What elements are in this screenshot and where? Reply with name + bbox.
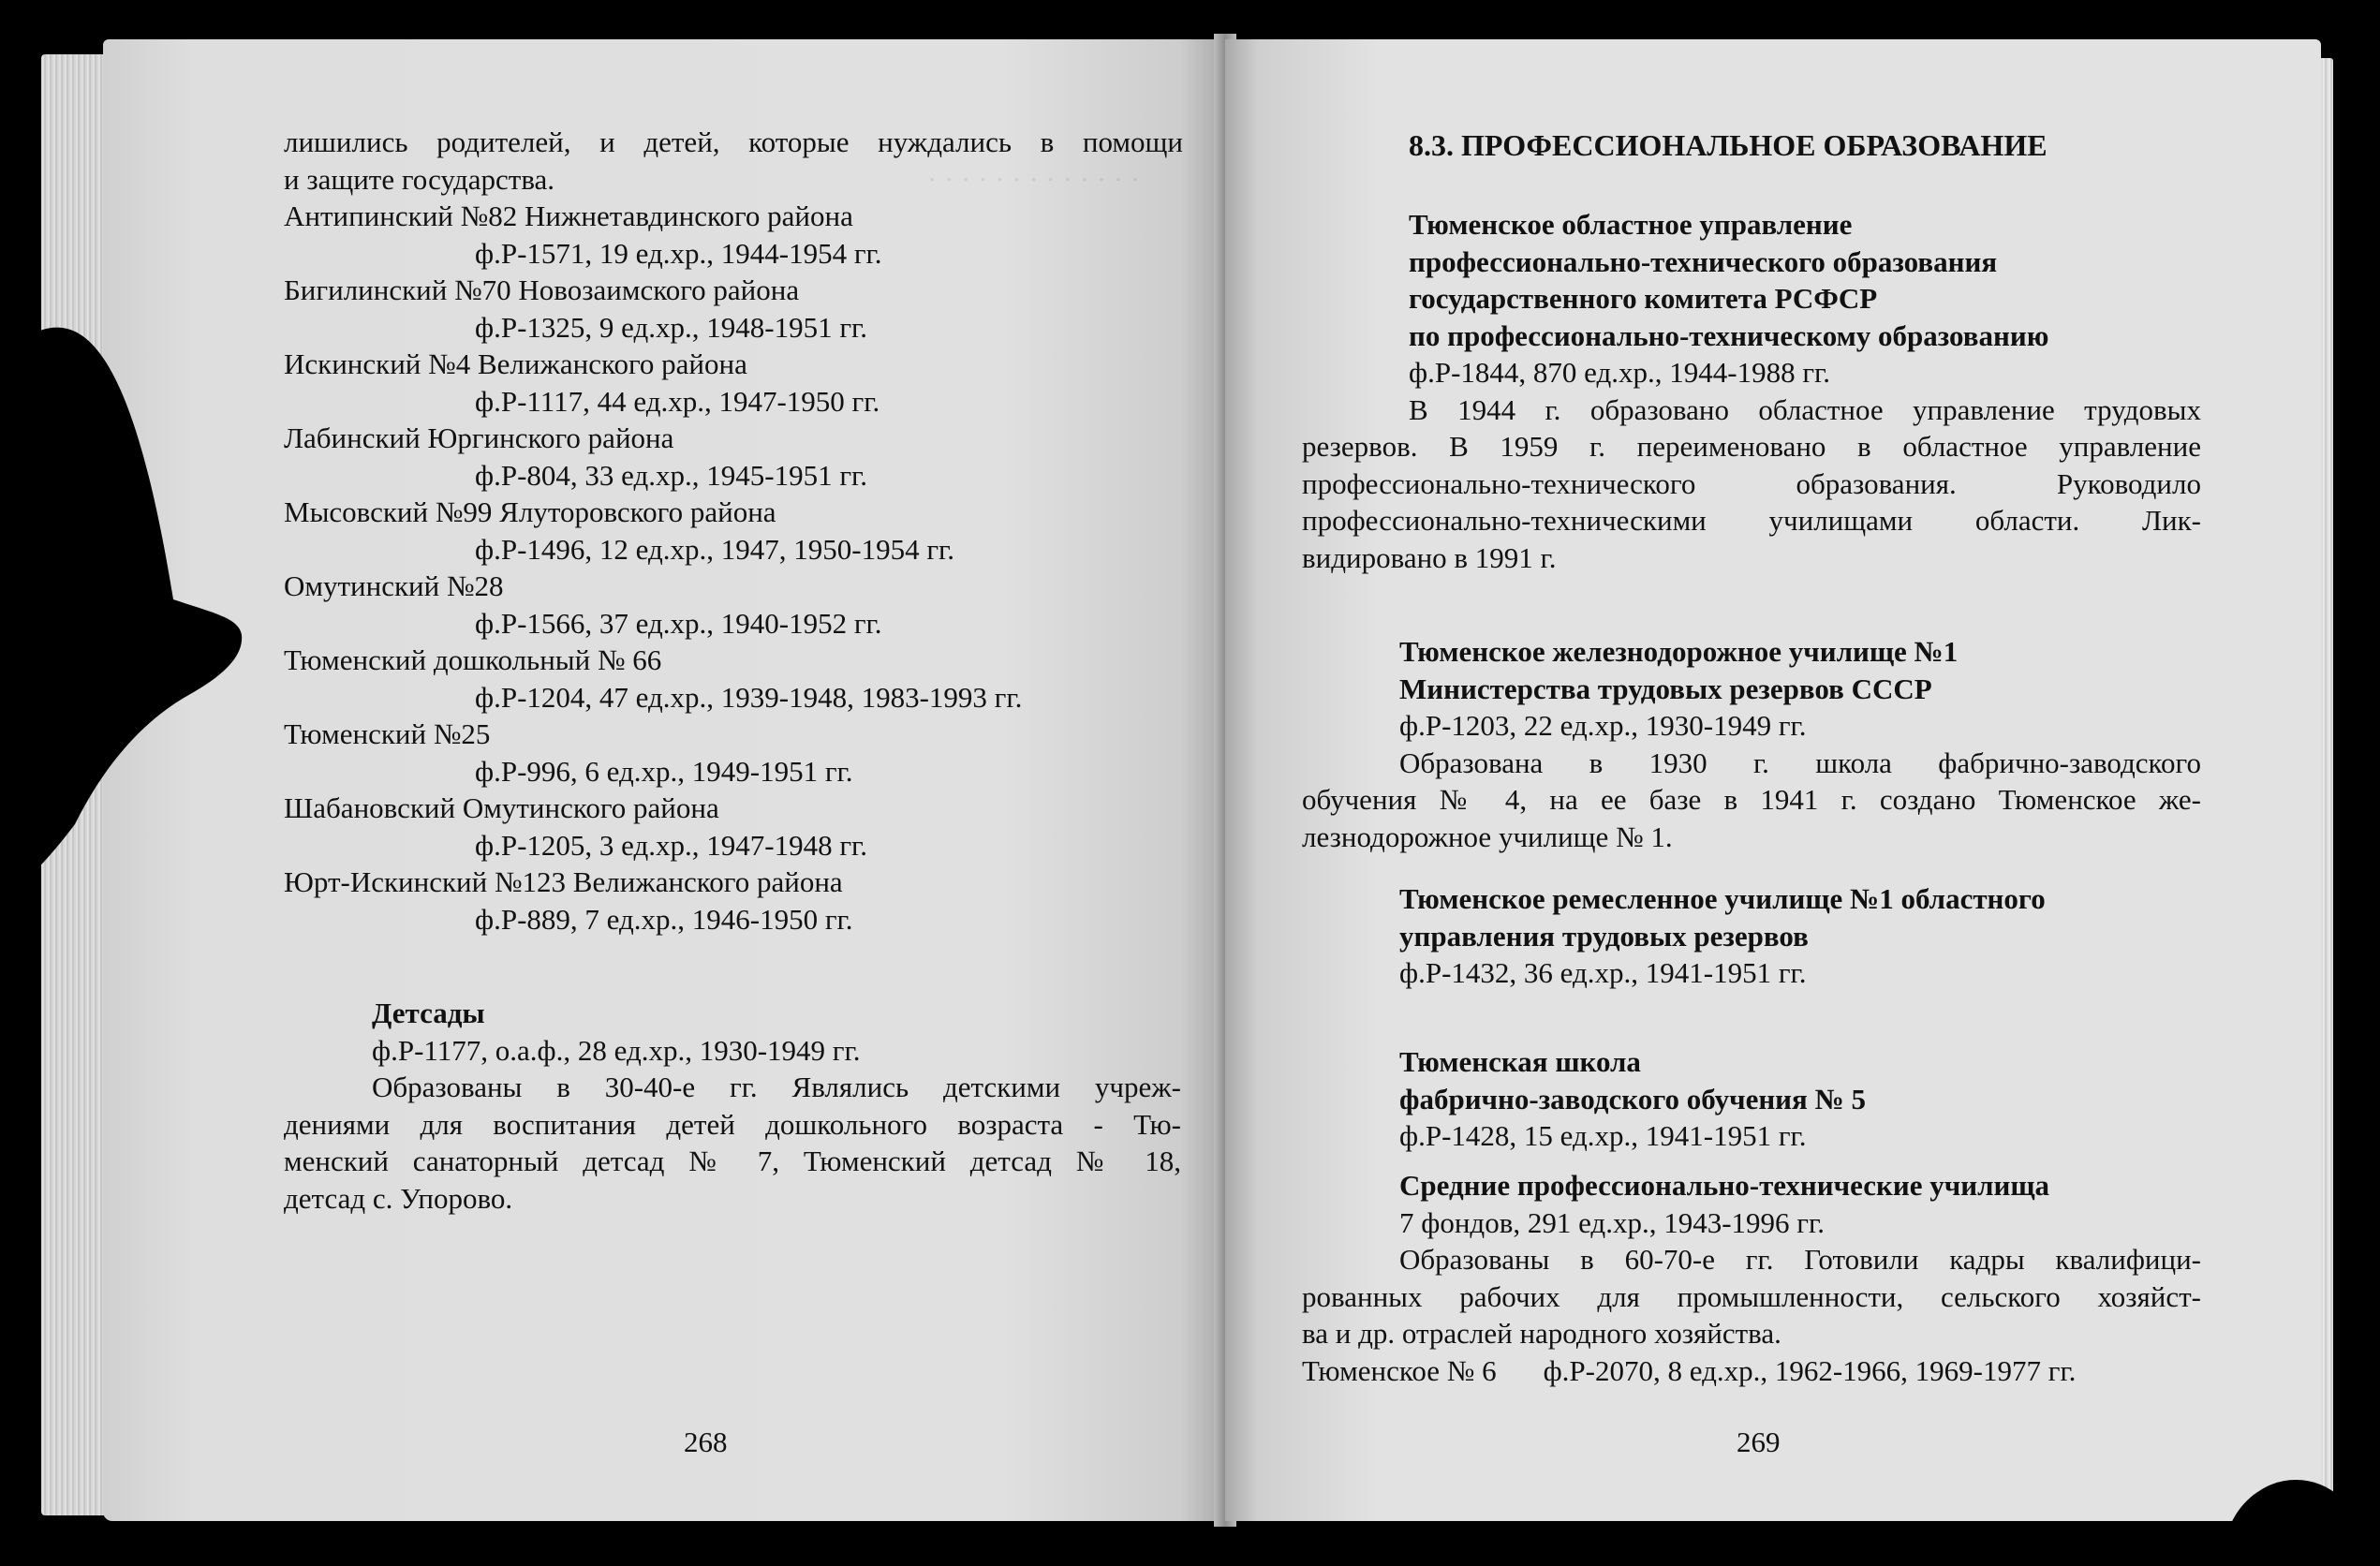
list-item-fund: ф.Р-1205, 3 ед.хр., 1947-1948 гг.	[475, 828, 868, 862]
block-title-line: по профессионально-техническому образованию	[1409, 318, 2049, 352]
list-item-fund: ф.Р-804, 33 ед.хр., 1945-1951 гг.	[475, 458, 868, 492]
block-fund: ф.Р-1203, 22 ед.хр., 1930-1949 гг.	[1399, 709, 1807, 742]
page-number: 269	[1737, 1426, 1781, 1458]
block-fund: ф.Р-1844, 870 ед.хр., 1944-1988 гг.	[1409, 356, 1831, 389]
paragraph-line: профессионально-технического образования. Руководило	[1302, 466, 2201, 500]
paragraph-line: Образованы в 60-70-е гг. Готовили кадры квалифици-	[1399, 1243, 2201, 1276]
left-thumb-silhouette	[0, 0, 281, 937]
paragraph-line: В 1944 г. образовано областное управление трудовых	[1409, 392, 2201, 426]
list-item-fund: ф.Р-1496, 12 ед.хр., 1947, 1950-1954 гг.	[475, 532, 955, 566]
block-title-line: государственного комитета РСФСР	[1409, 282, 1878, 315]
block-title-line: Тюменское областное управление	[1409, 208, 1853, 241]
paragraph-line: менский санаторный детсад № 7, Тюменский детсад № 18,	[284, 1145, 1181, 1177]
block-fund: 7 фондов, 291 ед.хр., 1943-1996 гг.	[1399, 1205, 1825, 1239]
block-zheleznodorozhnoe	[1302, 633, 2201, 855]
paragraph-line: резервов. В 1959 г. переименовано в областное управление	[1302, 430, 2201, 463]
block-title-line: профессионально-технического образования	[1409, 244, 1998, 278]
paragraph-line: профессионально-техническими училищами области. Лик-	[1302, 504, 2201, 537]
list-item-fund: ф.Р-1325, 9 ед.хр., 1948-1951 гг.	[475, 310, 868, 344]
block-title-line: управления трудовых резервов	[1399, 919, 1809, 953]
list-item-name: Тюменский дошкольный № 66	[284, 643, 662, 676]
block-shkola-fzo	[1399, 1043, 2205, 1155]
list-item-fund: ф.Р-2070, 8 ед.хр., 1962-1966, 1969-1977 гг.	[1543, 1353, 2077, 1387]
block-title-line: Тюменское ремесленное училище №1 областного	[1399, 882, 2046, 915]
list-item-fund: ф.Р-996, 6 ед.хр., 1949-1951 гг.	[475, 754, 853, 788]
list-item-name: Тюменское № 6	[1302, 1353, 1497, 1387]
left-page: · · · · · · · · · · · · · лишились родителей, и детей, которые нуждались в помощи и защите государства. Антипинский №82 Нижнетавдинского района ф.Р-1571, 19 ед.хр., 1944-1954 гг. Бигилинский №70 Новозаимского района ф.Р-1325, 9 ед.хр., 1948-1951 гг. Искинский №4 Велижанского района ф.Р-1117, 44 ед.хр., 1947-1950 гг. Лабинский Юргинского района ф.Р-804, 33 ед.хр., 1945-1951 гг. Мысовский №99 Ялуторовского района ф.Р-1496, 12 ед.хр., 1947, 1950-1954 гг. Омутинский №28 ф.Р-1566, 37 ед.хр., 1940-1952 гг. Тюменский дошкольный № 66 ф.Р-1204, 47 ед.хр., 1939-1948, 1983-1993 гг. Тюменский №25 ф.Р-996, 6 ед.хр., 1949-1951 гг. Шабановский Омутинского района ф.Р-1205, 3 ед.хр., 1947-1948 гг. Юрт-Искинский №123 Велижанского района ф.Р-889, 7 ед.хр., 1946-1950 гг. Детсады ф.Р-1177, о.а.ф., 28 ед.хр., 1930-1949 гг. Образованы в 30-40-е гг. Являлись детскими учреж- дениями для воспитания детей дошкольного возраста - Тю- менский санаторный детсад № 7, Тюменский детсад № 18, детсад с. Упорово. 268	[103, 39, 1225, 1521]
list-item-fund: ф.Р-1566, 37 ед.хр., 1940-1952 гг.	[475, 606, 882, 640]
list-item-name: Мысовский №99 Ялуторовского района	[284, 495, 776, 528]
list-item	[1302, 1352, 2201, 1390]
chapter-title: 8.3. ПРОФЕССИОНАЛЬНОЕ ОБРАЗОВАНИЕ	[1409, 128, 2047, 162]
list-item-name: Бигилинский №70 Новозаимского района	[284, 273, 800, 306]
page-number: 268	[684, 1426, 728, 1458]
block-fund: ф.Р-1428, 15 ед.хр., 1941-1951 гг.	[1399, 1119, 1807, 1152]
right-page	[1225, 39, 2321, 1521]
paragraph-line: ва и др. отраслей народного хозяйства.	[1302, 1317, 1781, 1350]
paragraph-line: детсад с. Упорово.	[284, 1181, 513, 1215]
block-title-line: Тюменское железнодорожное училище №1	[1399, 635, 1959, 668]
paragraph-line: Образованы в 30-40-е гг. Являлись детскими учреж-	[372, 1071, 1181, 1103]
section-detsady	[284, 995, 1181, 1217]
list-item-name: Искинский №4 Велижанского района	[284, 347, 747, 380]
paragraph-line: лезнодорожное училище № 1.	[1302, 820, 1673, 853]
list-item-name: Тюменский №25	[284, 717, 491, 750]
list-item-fund: ф.Р-1117, 44 ед.хр., 1947-1950 гг.	[475, 384, 880, 418]
right-thumb-silhouette	[2220, 1442, 2380, 1566]
list-item-name: Антипинский №82 Нижнетавдинского района	[284, 199, 853, 232]
list-item-name: Шабановский Омутинского района	[284, 791, 719, 824]
section-title: Детсады	[372, 997, 485, 1029]
list-item-fund: ф.Р-889, 7 ед.хр., 1946-1950 гг.	[475, 902, 853, 936]
paragraph-line: обучения № 4, на ее базе в 1941 г. создано Тюменское же-	[1302, 783, 2201, 816]
list-item-name: Омутинский №28	[284, 569, 504, 602]
block-title-line: Министерства трудовых резервов СССР	[1399, 672, 1932, 705]
paragraph-line: Образована в 1930 г. школа фабрично-заводского	[1399, 746, 2201, 779]
text-line: лишились родителей, и детей, которые нуждались в помощи	[284, 126, 1183, 158]
block-remeslennoe	[1399, 880, 2205, 992]
text-line: и защите государства.	[284, 162, 555, 196]
list-item-name: Лабинский Юргинского района	[284, 421, 674, 454]
section-fund: ф.Р-1177, о.а.ф., 28 ед.хр., 1930-1949 гг.	[372, 1033, 861, 1067]
block-fund: ф.Р-1432, 36 ед.хр., 1941-1951 гг.	[1399, 956, 1807, 989]
list-item-fund: ф.Р-1204, 47 ед.хр., 1939-1948, 1983-1993 гг.	[475, 680, 1023, 714]
paragraph-line: рованных рабочих для промышленности, сельского хозяйст-	[1302, 1279, 2201, 1313]
block-title-line: Тюменская школа	[1399, 1045, 1641, 1078]
block-srednie-ptu	[1302, 1167, 2201, 1389]
block-oblast-upravlenie	[1302, 206, 2201, 576]
list-item-fund: ф.Р-1571, 19 ед.хр., 1944-1954 гг.	[475, 236, 882, 270]
paragraph-line: дениями для воспитания детей дошкольного возраста - Тю-	[284, 1107, 1181, 1141]
block-title: Средние профессионально-технические училища	[1399, 1169, 2050, 1202]
block-title-line: фабрично-заводского обучения № 5	[1399, 1082, 1866, 1115]
left-page-text	[284, 124, 1183, 938]
list-item-name: Юрт-Искинский №123 Велижанского района	[284, 865, 843, 898]
paragraph-line: видировано в 1991 г.	[1302, 540, 1557, 574]
